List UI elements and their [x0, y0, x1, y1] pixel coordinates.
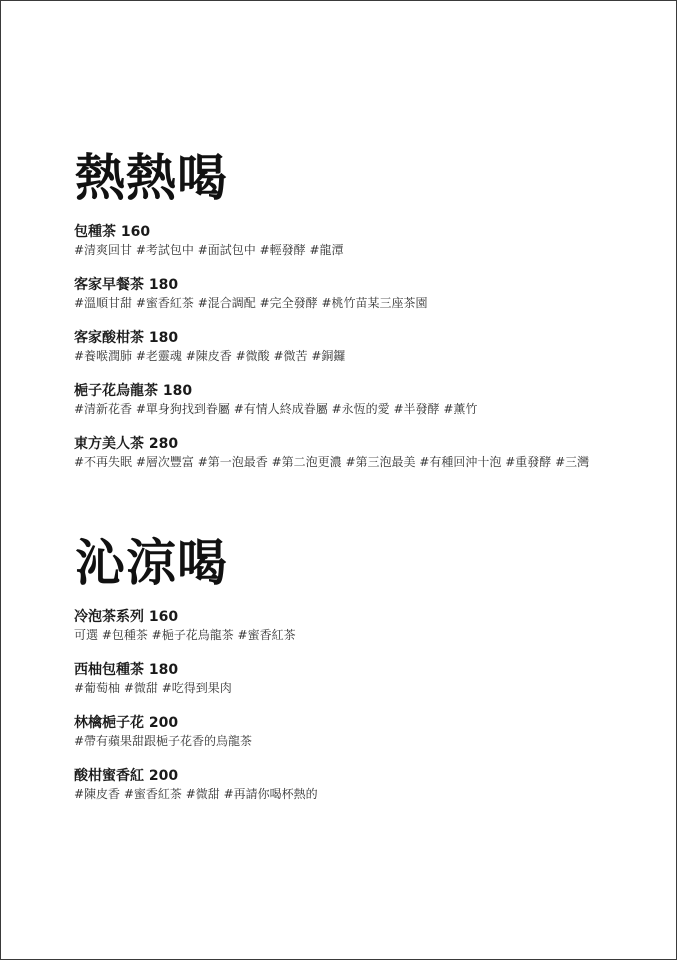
menu-item	[74, 329, 657, 382]
menu-item	[74, 435, 657, 488]
cold-drinks-section	[74, 533, 657, 820]
menu-item	[74, 767, 657, 820]
menu-item	[74, 714, 657, 767]
item-name: 酸柑蜜香紅 200	[74, 768, 179, 784]
section-title-hot: 熱熱喝	[75, 148, 228, 207]
item-tags: #清爽回甘 #考試包中 #面試包中 #輕發酵 #龍潭	[74, 243, 344, 257]
menu-item	[74, 608, 657, 661]
item-tags: #溫順甘甜 #蜜香紅茶 #混合調配 #完全發酵 #桃竹苗某三座茶園	[74, 296, 428, 310]
item-tags: #帶有蘋果甜跟梔子花香的烏龍茶	[74, 734, 253, 748]
item-name: 西柚包種茶 180	[74, 662, 179, 678]
item-name: 客家酸柑茶 180	[74, 330, 179, 346]
item-name: 包種茶 160	[74, 224, 151, 240]
item-tags: #不再失眠 #層次豐富 #第一泡最香 #第二泡更濃 #第三泡最美 #有種回沖十泡 #重發酵 #三灣	[74, 455, 590, 469]
item-name: 客家早餐茶 180	[74, 277, 179, 293]
hot-drinks-section	[74, 148, 657, 488]
item-tags: #清新花香 #單身狗找到眷屬 #有情人終成眷屬 #永恆的愛 #半發酵 #薰竹	[74, 402, 478, 416]
menu-item	[74, 223, 657, 276]
item-tags: 可選 #包種茶 #梔子花烏龍茶 #蜜香紅茶	[74, 628, 296, 642]
item-tags: #陳皮香 #蜜香紅茶 #微甜 #再請你喝杯熱的	[74, 787, 318, 801]
item-tags: #葡萄柚 #微甜 #吃得到果肉	[74, 681, 232, 695]
section-title-cold: 沁涼喝	[75, 533, 228, 592]
item-name: 冷泡茶系列 160	[74, 609, 179, 625]
item-name: 梔子花烏龍茶 180	[74, 383, 193, 399]
item-name: 林檎梔子花 200	[74, 715, 179, 731]
menu-item	[74, 661, 657, 714]
menu-item	[74, 382, 657, 435]
item-name: 東方美人茶 280	[74, 436, 179, 452]
menu-item	[74, 276, 657, 329]
item-tags: #養喉潤肺 #老靈魂 #陳皮香 #微酸 #微苦 #銅鑼	[74, 349, 346, 363]
